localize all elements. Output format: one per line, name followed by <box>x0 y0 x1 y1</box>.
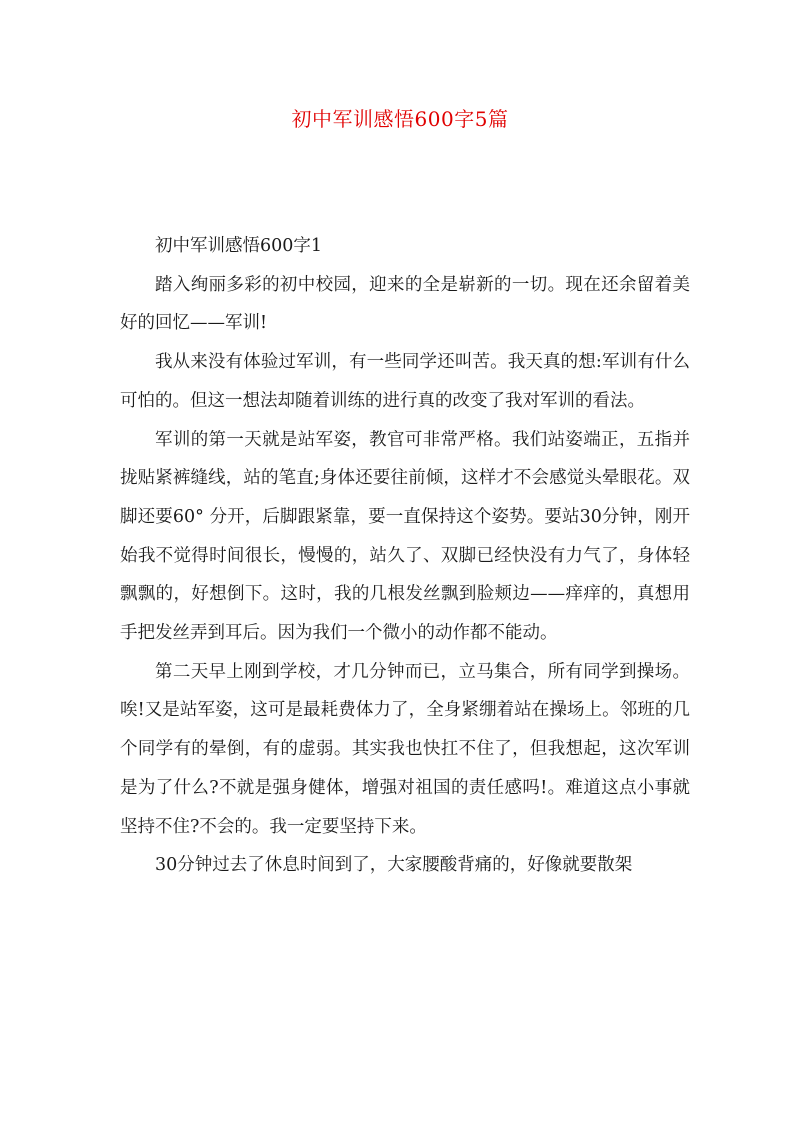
document-body <box>120 227 690 885</box>
document-title: 初中军训感悟600字5篇 <box>291 107 509 131</box>
paragraph: 第二天早上刚到学校，才几分钟而已，立马集合，所有同学到操场。唉!又是站军姿，这可是最耗费体力了，全身紧绷着站在操场上。邻班的几个同学有的晕倒，有的虚弱。其实我也快扛不住了，但我想起，这次军训是为了什么?不就是强身健体，增强对祖国的责任感吗!。难道这点小事就坚持不住?不会的。我一定要坚持下来。 <box>120 661 690 837</box>
paragraph: 我从来没有体验过军训，有一些同学还叫苦。我天真的想:军训有什么可怕的。但这一想法却随着训练的进行真的改变了我对军训的看法。 <box>120 352 690 411</box>
paragraph: 军训的第一天就是站军姿，教官可非常严格。我们站姿端正，五指并拢贴紧裤缝线，站的笔直;身体还要往前倾，这样才不会感觉头晕眼花。双脚还要60° 分开，后脚跟紧靠，要一直保持这个姿势。要站30分钟，刚开始我不觉得时间很长，慢慢的，站久了、双脚已经快没有力气了，身体轻飘飘的，好想倒下。这时，我的几根发丝飘到脸颊边——痒痒的，真想用手把发丝弄到耳后。因为我们一个微小的动作都不能动。 <box>120 429 690 644</box>
section-heading: 初中军训感悟600字1 <box>155 236 323 256</box>
paragraph: 30分钟过去了休息时间到了，大家腰酸背痛的，好像就要散架 <box>155 855 633 876</box>
paragraph: 踏入绚丽多彩的初中校园，迎来的全是崭新的一切。现在还余留着美好的回忆——军训! <box>120 274 690 334</box>
